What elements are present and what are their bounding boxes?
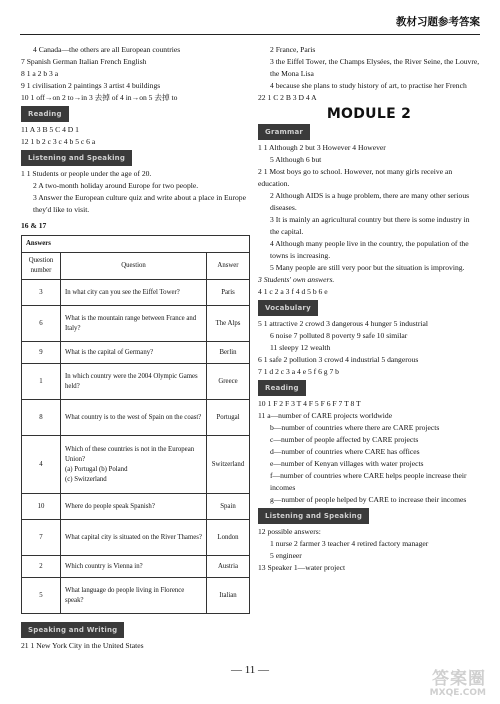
page-number: — 11 — bbox=[230, 664, 270, 676]
watermark-text: 答案圈 bbox=[432, 669, 486, 689]
answer-line: 16 & 17 bbox=[21, 221, 47, 230]
answer-line: 11 a—number of CARE projects worldwide bbox=[258, 411, 393, 420]
table-cell-line: (a) Portugal (b) Poland bbox=[65, 465, 128, 473]
answer-line: 2 A two-month holiday around Europe for two people. bbox=[33, 181, 199, 190]
watermark-url: MXQE.COM bbox=[429, 688, 486, 698]
answer-line: 13 Speaker 1—water project bbox=[258, 563, 346, 572]
answer-line: 4 Canada—the others are all European countries bbox=[33, 45, 181, 54]
section-badge-grammar: Grammar bbox=[258, 124, 310, 140]
answer-line: g—number of people helped by CARE to increase their incomes bbox=[270, 495, 467, 504]
table-cell: What country is to the west of Spain on the coast? bbox=[61, 400, 207, 436]
answer-line: 10 1 off→on 2 to→in 3 去掉 of 4 in→on 5 去掉 to bbox=[21, 93, 178, 102]
answer-line: 7 Spanish German Italian French English bbox=[21, 57, 147, 66]
answer-line: 12 1 b 2 c 3 c 4 b 5 c 6 a bbox=[21, 137, 96, 146]
answer-line: c—number of people affected by CARE projects bbox=[270, 435, 419, 444]
table-cell: In which country were the 2004 Olympic Games held? bbox=[61, 364, 207, 400]
answer-line: 5 1 attractive 2 crowd 3 dangerous 4 hunger 5 industrial bbox=[258, 319, 428, 328]
table-cell: Where do people speak Spanish? bbox=[61, 494, 207, 520]
table-row bbox=[22, 306, 250, 342]
answer-line: e—number of Kenyan villages with water projects bbox=[270, 459, 424, 468]
table-cell: The Alps bbox=[207, 306, 250, 342]
section-badge-reading: Reading bbox=[21, 106, 69, 122]
table-cell: 1 bbox=[22, 364, 61, 400]
table-cell: 10 bbox=[22, 494, 61, 520]
table-row bbox=[22, 494, 250, 520]
table-cell: Greece bbox=[207, 364, 250, 400]
table-row bbox=[22, 556, 250, 578]
table-row bbox=[22, 578, 250, 614]
answer-line: 4 1 c 2 a 3 f 4 d 5 b 6 e bbox=[258, 287, 328, 296]
answer-line: 2 Although AIDS is a huge problem, there are many other serious diseases. bbox=[270, 191, 470, 212]
table-header: Answer bbox=[207, 253, 250, 280]
table-cell: 7 bbox=[22, 520, 61, 556]
table-cell: Austria bbox=[207, 556, 250, 578]
table-cell: 9 bbox=[22, 342, 61, 364]
answer-line: 9 1 civilisation 2 paintings 3 artist 4 buildings bbox=[21, 81, 161, 90]
table-cell: London bbox=[207, 520, 250, 556]
answer-line: 1 nurse 2 farmer 3 teacher 4 retired factory manager bbox=[270, 539, 429, 548]
table-cell: Which country is Vienna in? bbox=[61, 556, 207, 578]
answer-line: 5 Although 6 but bbox=[270, 155, 322, 164]
answers-table bbox=[21, 235, 250, 614]
answer-line: f—number of countries where CARE helps people increase their incomes bbox=[270, 471, 467, 492]
table-cell-line: (c) Switzerland bbox=[65, 475, 107, 483]
table-row bbox=[22, 436, 250, 494]
header-rule bbox=[20, 34, 480, 35]
answer-line: d—number of countries where CARE has offices bbox=[270, 447, 420, 456]
answer-line: 8 1 a 2 b 3 a bbox=[21, 69, 59, 78]
answer-line: 12 possible answers: bbox=[258, 527, 321, 536]
table-cell-line: Which of these countries is not in the European Union? bbox=[65, 445, 195, 463]
section-badge-listening: Listening and Speaking bbox=[21, 150, 132, 166]
answer-line: 2 1 Most boys go to school. However, not many girls receive an education. bbox=[258, 167, 453, 188]
answer-line: 3 Students' own answers. bbox=[258, 275, 335, 284]
table-cell: Switzerland bbox=[207, 436, 250, 494]
table-cell bbox=[61, 436, 207, 494]
table-cell: Portugal bbox=[207, 400, 250, 436]
answer-line: 3 It is mainly an agricultural country but there is some industry in the capital. bbox=[270, 215, 470, 236]
table-row bbox=[22, 520, 250, 556]
table-cell: 6 bbox=[22, 306, 61, 342]
table-row bbox=[22, 342, 250, 364]
answer-line: 1 1 Although 2 but 3 However 4 However bbox=[258, 143, 386, 152]
table-cell: Berlin bbox=[207, 342, 250, 364]
table-header: Question number bbox=[22, 253, 61, 280]
table-cell: 3 bbox=[22, 280, 61, 306]
section-badge-reading: Reading bbox=[258, 380, 306, 396]
table-title: Answers bbox=[22, 236, 250, 253]
table-row bbox=[22, 400, 250, 436]
answer-line: 2 France, Paris bbox=[270, 45, 316, 54]
table-cell: 2 bbox=[22, 556, 61, 578]
table-cell: What is the mountain range between France and Italy? bbox=[61, 306, 207, 342]
answer-line: 11 sleepy 12 wealth bbox=[270, 343, 331, 352]
answer-line: 10 1 F 2 F 3 T 4 F 5 F 6 F 7 T 8 T bbox=[258, 399, 361, 408]
table-cell: Italian bbox=[207, 578, 250, 614]
answer-line: 4 because she plans to study history of art, to practise her French bbox=[270, 81, 467, 90]
right-column bbox=[258, 44, 480, 574]
table-cell: Spain bbox=[207, 494, 250, 520]
table-cell: What capital city is situated on the River Thames? bbox=[61, 520, 207, 556]
table-cell: 5 bbox=[22, 578, 61, 614]
section-badge-speaking: Speaking and Writing bbox=[21, 622, 124, 638]
answer-line: b—number of countries where there are CARE projects bbox=[270, 423, 440, 432]
table-cell: Paris bbox=[207, 280, 250, 306]
section-badge-listening: Listening and Speaking bbox=[258, 508, 369, 524]
answer-line: 5 engineer bbox=[270, 551, 302, 560]
table-cell: 4 bbox=[22, 436, 61, 494]
answer-line: 6 1 safe 2 pollution 3 crowd 4 industrial 5 dangerous bbox=[258, 355, 419, 364]
answer-line: 22 1 C 2 B 3 D 4 A bbox=[258, 93, 317, 102]
answer-line: 4 Although many people live in the country, the population of the towns is increasing. bbox=[270, 239, 469, 260]
table-cell: What is the capital of Germany? bbox=[61, 342, 207, 364]
table-cell: What language do people living in Florence speak? bbox=[61, 578, 207, 614]
answer-line: 6 noise 7 polluted 8 poverty 9 safe 10 similar bbox=[270, 331, 408, 340]
table-row bbox=[22, 364, 250, 400]
answer-line: 3 the Eiffel Tower, the Champs Elysées, the River Seine, the Louvre, the Mona Lisa bbox=[270, 57, 480, 78]
answer-line: 7 1 d 2 c 3 a 4 e 5 f 6 g 7 b bbox=[258, 367, 339, 376]
header-title: 教材习题参考答案 bbox=[396, 16, 480, 28]
answer-line: 11 A 3 B 5 C 4 D 1 bbox=[21, 125, 79, 134]
answer-line: 3 Answer the European culture quiz and write about a place in Europe they'd like to visit. bbox=[33, 193, 246, 214]
answer-line: 5 Many people are still very poor but the situation is improving. bbox=[270, 263, 465, 272]
answer-line: 1 1 Students or people under the age of 20. bbox=[21, 169, 152, 178]
module-title: MODULE 2 bbox=[326, 106, 412, 122]
answer-line: 21 1 New York City in the United States bbox=[21, 641, 144, 650]
table-cell: 8 bbox=[22, 400, 61, 436]
section-badge-vocabulary: Vocabulary bbox=[258, 300, 318, 316]
table-cell: In what city can you see the Eiffel Tower? bbox=[61, 280, 207, 306]
left-column bbox=[21, 44, 250, 652]
watermark-logo bbox=[416, 670, 486, 698]
table-row bbox=[22, 280, 250, 306]
table-header: Question bbox=[61, 253, 207, 280]
